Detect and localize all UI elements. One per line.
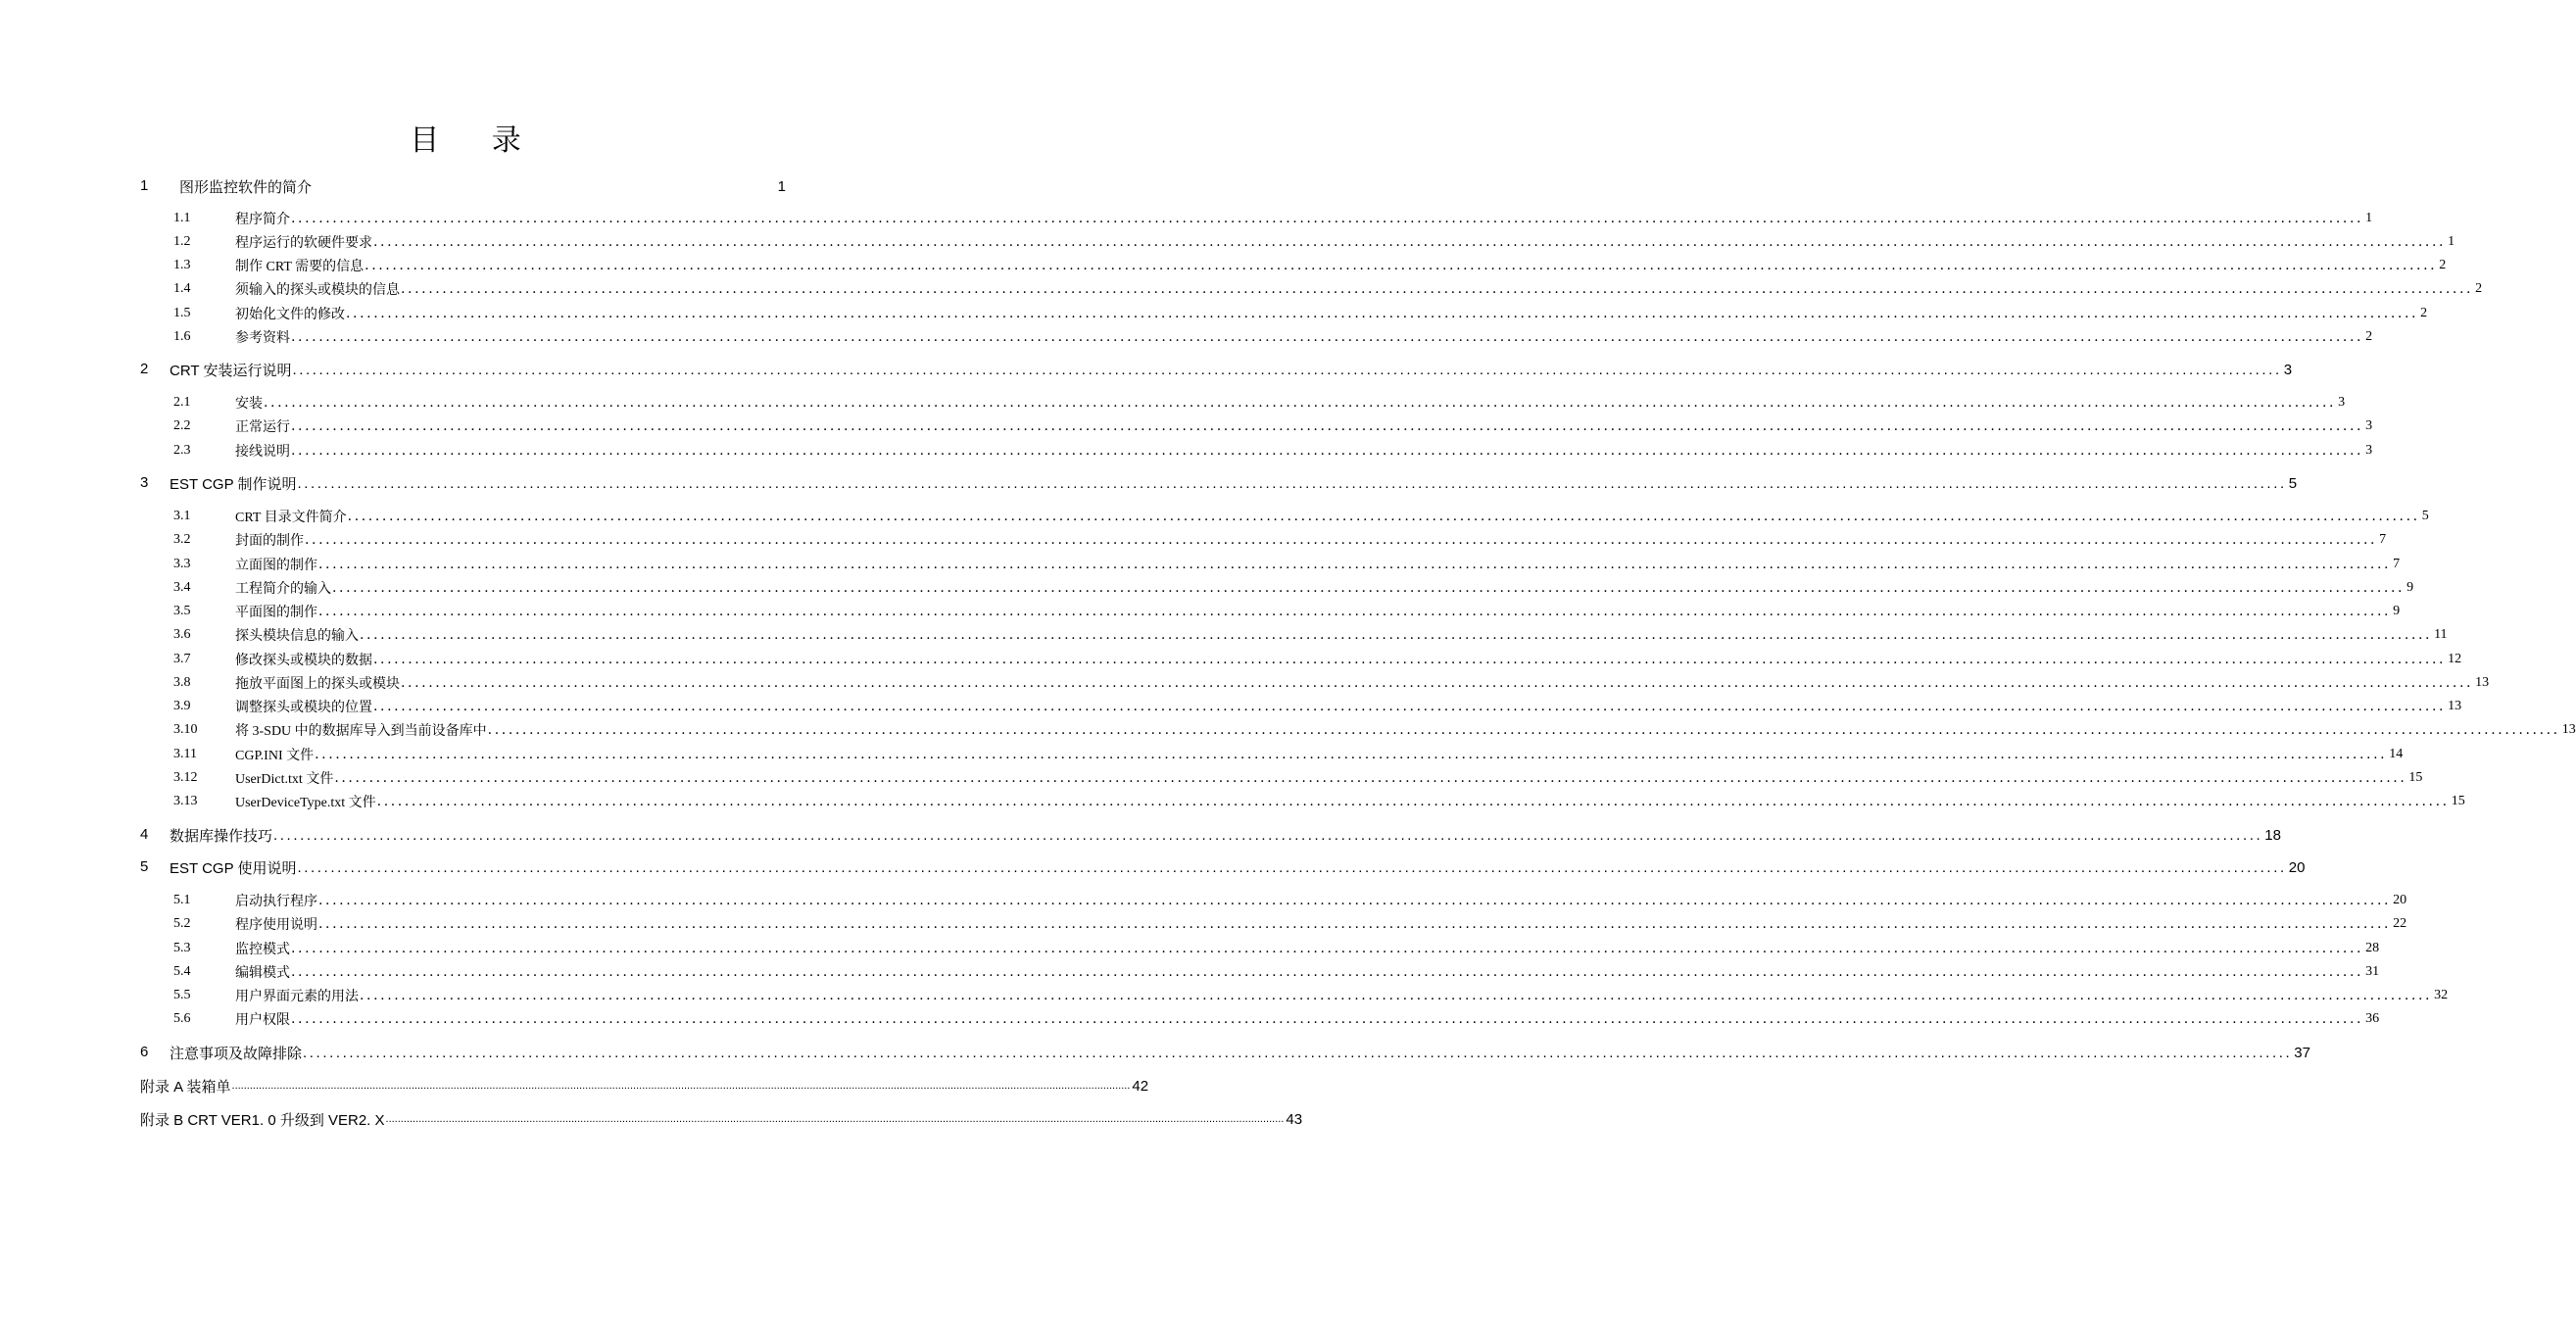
toc-chapter-entry[interactable]: [0, 1041, 2310, 1064]
toc-entry-title: 注意事项及故障排除: [170, 1045, 303, 1062]
toc-section-entry[interactable]: [0, 576, 2414, 600]
toc-section-entry[interactable]: [0, 528, 2387, 552]
toc-entry-number: 2.1: [173, 395, 191, 410]
toc-dot-leader: ............................................................................................................................................................................................................................................................................................................: [264, 395, 2337, 411]
toc-dot-leader: ............................................................................................................................................................................................................................................................................................................: [297, 858, 2287, 876]
toc-entry-title: 拖放平面图上的探头或模块: [235, 677, 400, 692]
toc-entry-title: 编辑模式: [235, 966, 290, 981]
toc-entry-title: 用户界面元素的用法: [235, 990, 359, 1004]
toc-page-number: 42: [1132, 1077, 1149, 1095]
toc-page-number: 1: [777, 177, 786, 195]
toc-entry-number: 5.3: [173, 941, 191, 955]
toc-dot-leader: ............................................................................................................................................................................................................................................................................................................: [297, 474, 2287, 492]
toc-entry-number: 3.11: [173, 747, 197, 761]
toc-section-entry[interactable]: [0, 960, 2380, 984]
toc-chapter-entry[interactable]: [0, 823, 2281, 847]
toc-dot-leader: ............................................................................................................................................................................................................................................................................................................: [360, 627, 2433, 643]
toc-section-entry[interactable]: [0, 671, 2490, 695]
toc-dot-leader: ............................................................................................................................................................................................................................................................................................................: [373, 234, 2447, 250]
toc-dot-leader: ............................................................................................................................................................................................................................................................................................................: [385, 1113, 1285, 1125]
toc-entry-number: 5.2: [173, 916, 191, 931]
toc-section-entry[interactable]: [0, 600, 2401, 623]
toc-entry-title: 启动执行程序: [235, 895, 317, 909]
toc-entry-number: 5: [140, 858, 149, 875]
toc-entry-number: 1.6: [173, 329, 191, 344]
toc-section-entry[interactable]: [0, 277, 2483, 301]
toc-entry-number: 6: [140, 1044, 149, 1060]
toc-entry-title: CRT 安装运行说明: [170, 362, 292, 379]
toc-chapter-entry[interactable]: [0, 358, 2293, 381]
toc-dot-leader: ............................................................................................................................................................................................................................................................................................................: [376, 794, 2450, 809]
toc-entry-title: 封面的制作: [235, 534, 304, 549]
toc-entry-number: 3.2: [173, 532, 191, 547]
toc-entry-title: 初始化文件的修改: [235, 308, 345, 322]
toc-dot-leader: ............................................................................................................................................................................................................................................................................................................: [292, 361, 2282, 378]
toc-dot-leader: ............................................................................................................................................................................................................................................................................................................: [318, 604, 2392, 619]
toc-entry-number: 3.3: [173, 557, 191, 571]
toc-section-entry[interactable]: [0, 230, 2455, 254]
toc-entry-title: EST CGP 使用说明: [170, 859, 297, 877]
toc-entry-title: 监控模式: [235, 943, 290, 957]
toc-chapter-entry[interactable]: [0, 471, 2298, 495]
toc-entry-title: 附录 B CRT VER1. 0 升级到 VER2. X: [140, 1111, 385, 1129]
toc-entry-title: 调整探头或模块的位置: [235, 701, 372, 715]
toc-page-number: 11: [2434, 627, 2448, 642]
toc-entry-number: 3.9: [173, 699, 191, 713]
toc-entry-title: 程序简介: [235, 213, 290, 227]
toc-section-entry[interactable]: [0, 648, 2462, 671]
toc-entry-number: 1.5: [173, 306, 191, 320]
toc-section-entry[interactable]: [0, 1007, 2380, 1031]
toc-entry-title: CGP.INI 文件: [235, 749, 315, 763]
toc-page-number: 18: [2264, 826, 2281, 844]
toc-entry-title: 探头模块信息的输入: [235, 629, 359, 644]
toc-entry-number: 2.2: [173, 418, 191, 433]
toc-dot-leader: ............................................................................................................................................................................................................................................................................................................: [291, 964, 2364, 980]
toc-entry-number: 5.4: [173, 964, 191, 979]
toc-dot-leader: ............................................................................................................................................................................................................................................................................................................: [401, 281, 2474, 297]
toc-section-entry[interactable]: [0, 766, 2423, 790]
toc-dot-leader: ............................................................................................................................................................................................................................................................................................................: [231, 1080, 1131, 1092]
toc-page-number: 15: [2408, 770, 2423, 785]
toc-entry-number: 1: [140, 177, 149, 194]
toc-page-number: 3: [2365, 443, 2373, 458]
toc-entry-number: 1.3: [173, 258, 191, 272]
toc-dot-leader: ............................................................................................................................................................................................................................................................................................................: [318, 893, 2392, 908]
toc-entry-number: 1.4: [173, 281, 191, 296]
toc-page-number: 14: [2389, 747, 2404, 761]
toc-chapter-entry[interactable]: [0, 174, 931, 198]
toc-entry-number: 3.6: [173, 627, 191, 642]
toc-entry-title: 附录 A 装箱单: [140, 1078, 231, 1096]
toc-entry-title: 图形监控软件的简介: [179, 178, 313, 196]
toc-dot-leader: ............................................................................................................................................................................................................................................................................................................: [332, 580, 2406, 596]
toc-entry-number: 1.1: [173, 211, 191, 225]
toc-entry-title: EST CGP 制作说明: [170, 475, 297, 493]
toc-entry-number: 5.6: [173, 1011, 191, 1026]
toc-page-number: 7: [2379, 532, 2387, 547]
toc-dot-leader: ............................................................................................................................................................................................................................................................................................................: [291, 211, 2364, 226]
toc-dot-leader: ............................................................................................................................................................................................................................................................................................................: [360, 988, 2433, 1003]
toc-entry-number: 2: [140, 361, 149, 377]
toc-entry-number: 3.10: [173, 722, 198, 737]
toc-page-number: 9: [2393, 604, 2401, 618]
toc-entry-number: 3.13: [173, 794, 198, 808]
toc-entry-title: UserDict.txt 文件: [235, 772, 334, 787]
toc-entry-number: 1.2: [173, 234, 191, 249]
toc-page-number: 13: [2448, 699, 2462, 713]
toc-dot-leader: ............................................................................................................................................................................................................................................................................................................: [346, 306, 2419, 321]
toc-page-number: 5: [2288, 474, 2298, 492]
toc-section-entry[interactable]: [0, 623, 2448, 647]
toc-page-number: 13: [2475, 675, 2490, 690]
toc-entry-title: UserDeviceType.txt 文件: [235, 796, 376, 810]
toc-entry-title: 正常运行: [235, 420, 290, 435]
toc-entry-title: 接线说明: [235, 445, 290, 460]
toc-page-number: 32: [2434, 988, 2449, 1002]
toc-entry-title: 数据库操作技巧: [170, 827, 273, 845]
toc-page-number: 37: [2294, 1044, 2310, 1061]
toc-entry-number: 5.5: [173, 988, 191, 1002]
toc-entry-title: 平面图的制作: [235, 606, 317, 620]
toc-dot-leader: ............................................................................................................................................................................................................................................................................................................: [305, 532, 2378, 548]
toc-dot-leader: ............................................................................................................................................................................................................................................................................................................: [318, 557, 2392, 572]
toc-dot-leader: ............................................................................................................................................................................................................................................................................................................: [303, 1044, 2293, 1061]
toc-appendix-entry[interactable]: [0, 1107, 1303, 1131]
toc-section-entry[interactable]: [0, 937, 2380, 960]
toc-section-entry[interactable]: [0, 415, 2373, 438]
toc-page-number: 2: [2439, 258, 2447, 272]
toc-section-entry[interactable]: [0, 505, 2429, 528]
toc-page-number: 7: [2393, 557, 2401, 571]
toc-entry-title: 工程简介的输入: [235, 582, 331, 597]
toc-entry-title: 安装: [235, 397, 263, 412]
toc-section-entry[interactable]: [0, 439, 2373, 463]
toc-page-number: 36: [2365, 1011, 2380, 1026]
toc-entry-title: CRT 目录文件简介: [235, 511, 347, 525]
toc-dot-leader: ............................................................................................................................................................................................................................................................................................................: [365, 258, 2438, 273]
toc-dot-leader: ............................................................................................................................................................................................................................................................................................................: [373, 699, 2447, 714]
toc-page-number: 3: [2283, 361, 2293, 378]
toc-page-number: 1: [2365, 211, 2373, 225]
toc-dot-leader: ............................................................................................................................................................................................................................................................................................................: [487, 722, 2560, 738]
toc-section-entry[interactable]: [0, 254, 2447, 277]
toc-entry-title: 程序运行的软硬件要求: [235, 236, 372, 251]
toc-section-entry[interactable]: [0, 553, 2401, 576]
toc-page-number: 20: [2288, 858, 2306, 876]
toc-page-number: 5: [2421, 509, 2429, 523]
toc-entry-number: 3.4: [173, 580, 191, 595]
toc-page-number: 2: [2475, 281, 2483, 296]
toc-page-number: 31: [2365, 964, 2380, 979]
toc-section-entry[interactable]: [0, 743, 2404, 766]
toc-page-number: 1: [2448, 234, 2455, 249]
toc-dot-leader: ............................................................................................................................................................................................................................................................................................................: [318, 916, 2392, 932]
toc-page-number: 28: [2365, 941, 2380, 955]
toc-dot-leader: ............................................................................................................................................................................................................................................................................................................: [291, 443, 2364, 459]
toc-entry-number: 2.3: [173, 443, 191, 458]
toc-dot-leader: ............................................................................................................................................................................................................................................................................................................: [291, 1011, 2364, 1027]
toc-entry-title: 将 3-SDU 中的数据库导入到当前设备库中: [235, 724, 487, 739]
toc-section-entry[interactable]: [0, 889, 2407, 912]
toc-section-entry[interactable]: [0, 912, 2407, 936]
toc-section-entry[interactable]: [0, 207, 2373, 230]
toc-page-number: 2: [2420, 306, 2428, 320]
toc-page-number: 22: [2393, 916, 2407, 931]
toc-dot-leader: ............................................................................................................................................................................................................................................................................................................: [291, 329, 2364, 345]
toc-page-number: 12: [2448, 652, 2462, 666]
toc-page-number: 13: [2561, 722, 2576, 737]
toc-dot-leader: ............................................................................................................................................................................................................................................................................................................: [401, 675, 2474, 691]
toc-entry-title: 用户权限: [235, 1013, 290, 1028]
toc-dot-leader: ............................................................................................................................................................................................................................................................................................................: [291, 941, 2364, 956]
toc-appendix-entry[interactable]: [0, 1074, 1149, 1098]
toc-section-entry[interactable]: [0, 790, 2465, 813]
toc-entry-number: 4: [140, 826, 149, 843]
toc-page-number: 20: [2393, 893, 2407, 907]
toc-entry-title: 程序使用说明: [235, 918, 317, 933]
toc-page-number: 2: [2365, 329, 2373, 344]
toc-entry-number: 3.5: [173, 604, 191, 618]
toc-section-entry[interactable]: [0, 984, 2449, 1007]
toc-page-number: 43: [1286, 1110, 1303, 1128]
toc-page-number: 3: [2365, 418, 2373, 433]
page-title: 目 录: [410, 123, 543, 158]
toc-entry-number: 3.7: [173, 652, 191, 666]
toc-dot-leader: ............................................................................................................................................................................................................................................................................................................: [273, 826, 2263, 844]
toc-entry-title: 参考资料: [235, 331, 290, 346]
toc-entry-number: 3: [140, 474, 149, 491]
toc-entry-title: 须输入的探头或模块的信息: [235, 283, 400, 298]
toc-dot-leader: ............................................................................................................................................................................................................................................................................................................: [347, 509, 2420, 524]
toc-dot-leader: ............................................................................................................................................................................................................................................................................................................: [334, 770, 2407, 786]
toc-entry-title: 修改探头或模块的数据: [235, 654, 372, 668]
toc-dot-leader: ............................................................................................................................................................................................................................................................................................................: [291, 418, 2364, 434]
toc-page-number: 15: [2451, 794, 2465, 808]
toc-chapter-entry[interactable]: [0, 855, 2306, 879]
toc-entry-number: 5.1: [173, 893, 191, 907]
toc-entry-title: 制作 CRT 需要的信息: [235, 260, 365, 274]
toc-entry-number: 3.12: [173, 770, 198, 785]
toc-dot-leader: ............................................................................................................................................................................................................................................................................................................: [373, 652, 2447, 667]
toc-page-number: 3: [2338, 395, 2346, 410]
toc-entry-title: 立面图的制作: [235, 559, 317, 573]
toc-section-entry[interactable]: [0, 718, 2576, 742]
toc-page-number: 9: [2406, 580, 2414, 595]
toc-section-entry[interactable]: [0, 302, 2428, 325]
toc-dot-leader: ............................................................................................................................................................................................................................................................................................................: [315, 747, 2388, 762]
toc-section-entry[interactable]: [0, 695, 2462, 718]
toc-section-entry[interactable]: [0, 391, 2346, 415]
toc-entry-number: 3.1: [173, 509, 191, 523]
toc-section-entry[interactable]: [0, 325, 2373, 349]
toc-entry-number: 3.8: [173, 675, 191, 690]
